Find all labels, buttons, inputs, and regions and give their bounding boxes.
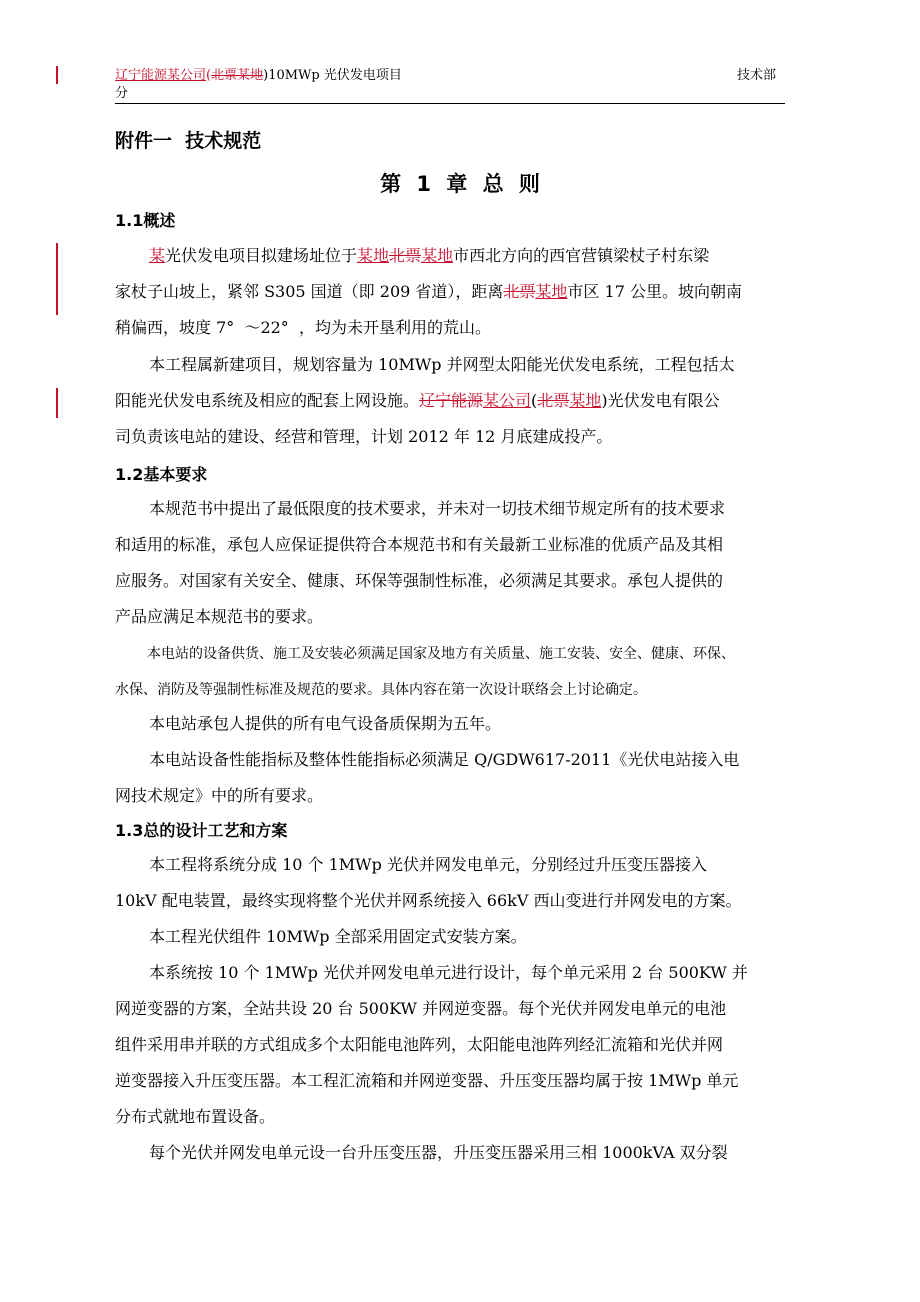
s2-paragraph-4: 本电站设备性能指标及整体性能指标必须满足 Q/GDW617-2011《光伏电站接入电 网技术规定》中的所有要求。 <box>115 750 740 805</box>
s2-paragraph-3: 本电站承包人提供的所有电气设备质保期为五年。 <box>149 714 502 733</box>
s3-paragraph-2: 本工程光伏组件 10MWp 全部采用固定式安装方案。 <box>149 927 527 946</box>
s1p1-line1: 某光伏发电项目拟建场址位于某地北票某地市西北方向的西官营镇梁杖子村东梁 <box>149 246 710 265</box>
header-title: 10MWp 光伏发电项目 <box>268 68 402 83</box>
section-1-1-heading: 1.1概述 <box>115 211 176 230</box>
s1p2-line1: 本工程属新建项目，规划容量为 10MWp 并网型太阳能光伏发电系统，工程包括太 <box>149 355 735 374</box>
s1p2-line2: 阳能光伏发电系统及相应的配套上网设施。辽宁能源某公司(北票某地)光伏发电有限公 <box>115 391 720 410</box>
header-company: 辽宁能源某公司 <box>115 68 207 83</box>
s1-paragraph-1 <box>115 238 805 346</box>
s1p1-line2: 家杖子山坡上，紧邻 S305 国道（即 209 省道），距离北票某地市区 17 公里。坡向朝南 <box>115 282 742 301</box>
s1-paragraph-2 <box>115 347 805 455</box>
revision-bar-s1p1 <box>56 243 58 315</box>
header-rule <box>115 103 785 104</box>
s3-paragraph-1: 本工程将系统分成 10 个 1MWp 光伏并网发电单元，分别经过升压变压器接入 10kV 配电装置，最终实现将整个光伏并网系统接入 66kV 西山变进行并网发电的方案。 <box>115 855 742 910</box>
header-department: 技术部 <box>737 68 777 83</box>
header-place: 北票某地 <box>211 68 264 83</box>
s3-paragraph-4: 每个光伏并网发电单元设一台升压变压器，升压变压器采用三相 1000kVA 双分裂 <box>149 1143 728 1162</box>
s2-paragraph-1: 本规范书中提出了最低限度的技术要求，并未对一切技术细节规定所有的技术要求 和适用的标准，承包人应保证提供符合本规范书和有关最新工业标准的优质产品及其相 应服务。对国家有关安全、健康、环保等强制性标准，必须满足其要求。承包人提供的 产品应满足本规范书的要求。 <box>115 499 726 626</box>
s1p1-line3: 稍偏西，坡度 7° ～22° ，均为未开垦利用的荒山。 <box>115 318 491 337</box>
s2-paragraph-2: 本电站的设备供货、施工及安装必须满足国家及地方有关质量、施工安装、安全、健康、环保、 水保、消防及等强制性标准及规范的要求。具体内容在第一次设计联络会上讨论确定。 <box>115 646 735 698</box>
revision-bar-s1p2 <box>56 388 58 418</box>
section-1-3-heading: 1.3总的设计工艺和方案 <box>115 821 288 840</box>
page-header: 辽宁能源某公司(北票某地)10MWp 光伏发电项目 <box>115 68 402 83</box>
revision-bar-header <box>56 66 58 84</box>
s1p2-line3: 司负责该电站的建设、经营和管理，计划 2012 年 12 月底建成投产。 <box>115 427 613 446</box>
annex-title: 附件一 技术规范 <box>115 130 262 152</box>
chapter-title: 第 1 章 总 则 <box>380 172 540 196</box>
section-1-2-heading: 1.2基本要求 <box>115 465 208 484</box>
s3-paragraph-3: 本系统按 10 个 1MWp 光伏并网发电单元进行设计，每个单元采用 2 台 500KW 并 网逆变器的方案，全站共设 20 台 500KW 并网逆变器。每个光伏并网发电单元的电池 组件采用串并联的方式组成多个太阳能电池阵列，太阳能电池阵列经汇流箱和光伏并网 逆变器接入升压变压器。本工程汇流箱和并网逆变器、升压变压器均属于按 1MWp 单元 分布式就地布置设备。 <box>115 963 748 1126</box>
header-line2: 分 <box>115 86 129 101</box>
